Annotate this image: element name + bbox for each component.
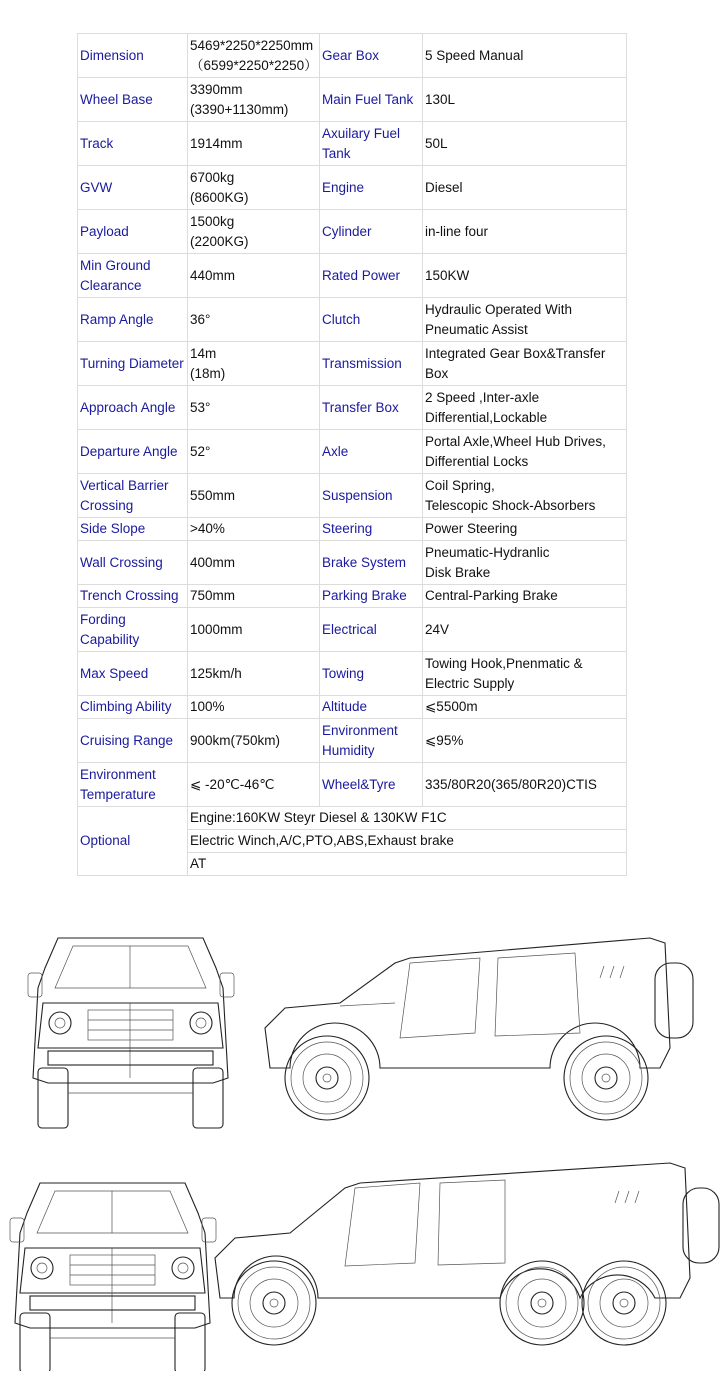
- spec-row: [78, 78, 627, 122]
- spec-row: [78, 541, 627, 585]
- spec-row: [78, 518, 627, 541]
- spec-value: 750mm: [188, 585, 320, 608]
- spec-label: Parking Brake: [320, 585, 423, 608]
- spec-value: 100%: [188, 696, 320, 719]
- spec-label: Side Slope: [78, 518, 188, 541]
- spec-value: Central-Parking Brake: [423, 585, 627, 608]
- spec-label: Axle: [320, 430, 423, 474]
- spec-label: Wall Crossing: [78, 541, 188, 585]
- spec-value: 1000mm: [188, 608, 320, 652]
- spec-label: Payload: [78, 210, 188, 254]
- spec-label: Rated Power: [320, 254, 423, 298]
- spec-label: Max Speed: [78, 652, 188, 696]
- vehicle-drawings: [0, 918, 721, 1371]
- spec-value: 24V: [423, 608, 627, 652]
- spec-value: Pneumatic-Hydranlic Disk Brake: [423, 541, 627, 585]
- spec-label: Vertical Barrier Crossing: [78, 474, 188, 518]
- optional-item: Engine:160KW Steyr Diesel & 130KW F1C: [188, 807, 627, 830]
- spec-value: 53°: [188, 386, 320, 430]
- spec-value: Diesel: [423, 166, 627, 210]
- spec-row: [78, 652, 627, 696]
- spec-label: GVW: [78, 166, 188, 210]
- spec-value: 1500kg (2200KG): [188, 210, 320, 254]
- spec-value: Integrated Gear Box&Transfer Box: [423, 342, 627, 386]
- spec-row: [78, 585, 627, 608]
- spec-value: 335/80R20(365/80R20)CTIS: [423, 763, 627, 807]
- spec-label: Climbing Ability: [78, 696, 188, 719]
- spec-label: Fording Capability: [78, 608, 188, 652]
- spec-row: [78, 386, 627, 430]
- spec-label: Environment Temperature: [78, 763, 188, 807]
- spec-label: Wheel&Tyre: [320, 763, 423, 807]
- side-view-6x6: [215, 1163, 719, 1345]
- spec-value: 150KW: [423, 254, 627, 298]
- spec-row: [78, 298, 627, 342]
- spec-value: Power Steering: [423, 518, 627, 541]
- spec-value: Towing Hook,Pnenmatic & Electric Supply: [423, 652, 627, 696]
- spec-value: Hydraulic Operated With Pneumatic Assist: [423, 298, 627, 342]
- optional-item: AT: [188, 853, 627, 876]
- spec-row: [78, 34, 627, 78]
- spec-row: [78, 210, 627, 254]
- spec-label: Track: [78, 122, 188, 166]
- spec-row: [78, 763, 627, 807]
- side-view-4x4: [265, 938, 693, 1120]
- spec-value: >40%: [188, 518, 320, 541]
- spec-row: [78, 342, 627, 386]
- spec-table: [77, 33, 627, 876]
- spec-value: 5 Speed Manual: [423, 34, 627, 78]
- spec-value: 125km/h: [188, 652, 320, 696]
- vehicle-drawings-svg: [0, 918, 721, 1371]
- spec-label: Brake System: [320, 541, 423, 585]
- optional-item: Electric Winch,A/C,PTO,ABS,Exhaust brake: [188, 830, 627, 853]
- spec-value: 2 Speed ,Inter-axle Differential,Lockable: [423, 386, 627, 430]
- spec-label: Main Fuel Tank: [320, 78, 423, 122]
- spec-row: [78, 474, 627, 518]
- spec-label: Engine: [320, 166, 423, 210]
- spec-label: Cruising Range: [78, 719, 188, 763]
- spec-label: Transfer Box: [320, 386, 423, 430]
- spec-value: 440mm: [188, 254, 320, 298]
- optional-row: [78, 807, 627, 830]
- spec-label: Dimension: [78, 34, 188, 78]
- spec-row: [78, 122, 627, 166]
- spec-label: Altitude: [320, 696, 423, 719]
- spec-label: Ramp Angle: [78, 298, 188, 342]
- spec-value: ⩽5500m: [423, 696, 627, 719]
- optional-label: Optional: [78, 807, 188, 876]
- spec-row: [78, 696, 627, 719]
- spec-label: Environment Humidity: [320, 719, 423, 763]
- spec-value: 36°: [188, 298, 320, 342]
- spec-label: Cylinder: [320, 210, 423, 254]
- spec-label: Gear Box: [320, 34, 423, 78]
- spec-label: Towing: [320, 652, 423, 696]
- spec-row: [78, 166, 627, 210]
- spec-row: [78, 608, 627, 652]
- spec-table-body: [78, 34, 627, 876]
- spec-label: Clutch: [320, 298, 423, 342]
- spec-label: Departure Angle: [78, 430, 188, 474]
- spec-value: 400mm: [188, 541, 320, 585]
- spec-label: Axuilary Fuel Tank: [320, 122, 423, 166]
- spec-row: [78, 719, 627, 763]
- spec-value: 52°: [188, 430, 320, 474]
- spec-value: Coil Spring, Telescopic Shock-Absorbers: [423, 474, 627, 518]
- spec-label: Transmission: [320, 342, 423, 386]
- spec-label: Trench Crossing: [78, 585, 188, 608]
- spec-value: 900km(750km): [188, 719, 320, 763]
- spec-value: ⩽ -20℃-46℃: [188, 763, 320, 807]
- spec-value: ⩽95%: [423, 719, 627, 763]
- spec-label: Min Ground Clearance: [78, 254, 188, 298]
- spec-label: Electrical: [320, 608, 423, 652]
- spec-value: 3390mm (3390+1130mm): [188, 78, 320, 122]
- spec-label: Turning Diameter: [78, 342, 188, 386]
- spec-value: 1914mm: [188, 122, 320, 166]
- spec-label: Suspension: [320, 474, 423, 518]
- spec-value: 130L: [423, 78, 627, 122]
- spec-value: 5469*2250*2250mm （6599*2250*2250）: [188, 34, 320, 78]
- spec-row: [78, 254, 627, 298]
- spec-value: 6700kg (8600KG): [188, 166, 320, 210]
- spec-label: Approach Angle: [78, 386, 188, 430]
- spec-label: Wheel Base: [78, 78, 188, 122]
- spec-value: Portal Axle,Wheel Hub Drives, Differential Locks: [423, 430, 627, 474]
- spec-value: 550mm: [188, 474, 320, 518]
- spec-row: [78, 430, 627, 474]
- spec-value: 50L: [423, 122, 627, 166]
- spec-label: Steering: [320, 518, 423, 541]
- spec-value: 14m (18m): [188, 342, 320, 386]
- spec-value: in-line four: [423, 210, 627, 254]
